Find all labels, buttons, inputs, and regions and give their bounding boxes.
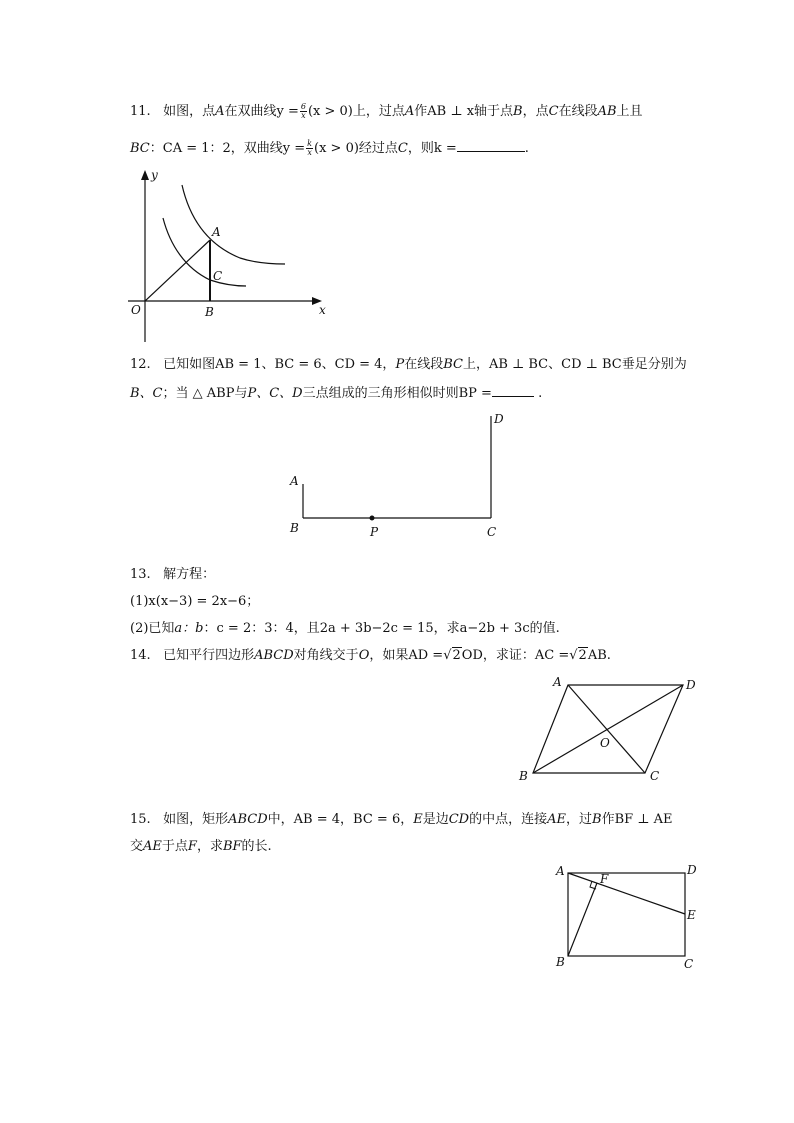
q13-part1-text: (1)x(x−3) = 2x−6； [130,594,260,609]
q12-text: 已知如图AB = 1、BC = 6、CD = 4， [163,357,396,372]
q11-text: 在线段 [558,104,598,119]
q12-point-p: P [395,357,405,372]
q14-point-o: O [358,648,370,663]
q12-text: 三点组成的三角形相似时则BP = [302,386,492,401]
q12-text: . [538,386,543,401]
q14-text: OD，求证：AC = [461,648,570,663]
q11-text: ，则k = [407,141,457,156]
q15-text: 作BF ⊥ AE [601,812,673,827]
label-b: B [205,305,214,319]
q15-point-b: B [592,812,602,827]
label-o: O [131,303,141,317]
q11-point-c: C [548,104,559,119]
q11-text: 作AB ⊥ x轴于点 [414,104,514,119]
label-b: B [556,955,565,969]
q15-text: 的中点，连接 [469,812,548,827]
q15-text: 是边 [422,812,449,827]
sqrt-radicand: 2 [578,648,587,663]
fraction-numerator: k [307,139,313,148]
q15-segment-ae: AE [143,839,162,854]
q12-points-pcd: P、C、D [247,386,303,401]
q13-text: (2)已知 [130,621,175,636]
segment-ae [568,873,685,914]
q12-text: 上，AB ⊥ BC、CD ⊥ BC垂足分别为 [462,357,687,372]
label-e: E [687,908,696,922]
rectangle-abcd [568,873,685,956]
label-b: B [290,521,299,535]
q11-text: . [524,141,529,156]
sqrt-radicand: 2 [452,648,461,663]
label-x: x [319,303,326,317]
label-a: A [290,474,299,488]
q11-point-a: A [404,104,415,119]
label-p: P [370,525,379,539]
q15-segment-bf: BF [222,839,242,854]
q14-text: 已知平行四边形 [163,648,255,663]
label-a: A [212,225,221,239]
q12-points-bc: B、C [130,386,163,401]
segment-bf [568,883,597,956]
fraction-denominator: x [307,148,312,157]
q11-text: 在双曲线y = [224,104,299,119]
q11-point-b: B [513,104,523,119]
q15-segment-ae: AE [547,812,567,827]
label-o: O [600,736,610,750]
q15-text: ，求 [196,839,223,854]
q15-text: 的长. [241,839,272,854]
label-f: F [600,872,609,886]
q15-text: 中，AB = 4，BC = 6， [267,812,414,827]
q14-text: ，如果AD = [369,648,444,663]
sqrt-symbol: √2 [443,648,461,663]
q11-text: 上且 [616,104,643,119]
fraction-numerator: 6 [300,102,306,111]
q15-text: ，过 [566,812,593,827]
q11-text: (x > 0)经过点 [314,141,398,156]
label-y: y [151,168,158,182]
q15-point-f: F [187,839,197,854]
label-b: B [519,769,528,783]
q14-text: AB. [587,648,611,663]
q15-text: 如图，矩形 [163,812,229,827]
q11-point-a: A [215,104,225,119]
q13-text: ：c = 2：3：4，且2a + 3b−2c = 15，求a−2b + 3c的值. [203,621,560,636]
q15-text: 于点 [161,839,188,854]
q11-segment-bc: BC [130,141,150,156]
q13-variables: a：b [174,621,204,636]
fraction-denominator: x [301,111,306,120]
q15-rectangle-name: ABCD [228,812,268,827]
q11-text: ，点 [522,104,549,119]
q15-text: 交 [130,839,144,854]
q12-text: 在线段 [404,357,444,372]
label-c: C [684,957,694,971]
q13-title: 解方程： [163,567,216,582]
q14-text: 对角线交于 [293,648,359,663]
q13-number: 13. [130,567,151,582]
label-a: A [556,864,565,878]
q11-point-c: C [397,141,408,156]
q11-text: 如图，点 [163,104,216,119]
q12-text: ；当 △ ABP与 [162,386,248,401]
label-c: C [487,525,497,539]
q15-number: 15. [130,812,151,827]
q12-number: 12. [130,357,151,372]
label-c: C [650,769,660,783]
q11-number: 11. [130,104,151,119]
q11-segment-ab: AB [597,104,617,119]
label-c: C [213,269,223,283]
q14-parallelogram-name: ABCD [254,648,294,663]
sqrt-symbol: √2 [569,648,587,663]
q15-point-e: E [413,812,423,827]
label-d: D [686,678,696,692]
q12-segment-bc: BC [443,357,463,372]
label-d: D [494,412,504,426]
q14-number: 14. [130,648,151,663]
q11-text: (x > 0)上，过点 [307,104,405,119]
label-d: D [687,863,697,877]
label-a: A [553,675,562,689]
q15-segment-cd: CD [448,812,470,827]
q11-text: ：CA = 1：2，双曲线y = [149,141,306,156]
